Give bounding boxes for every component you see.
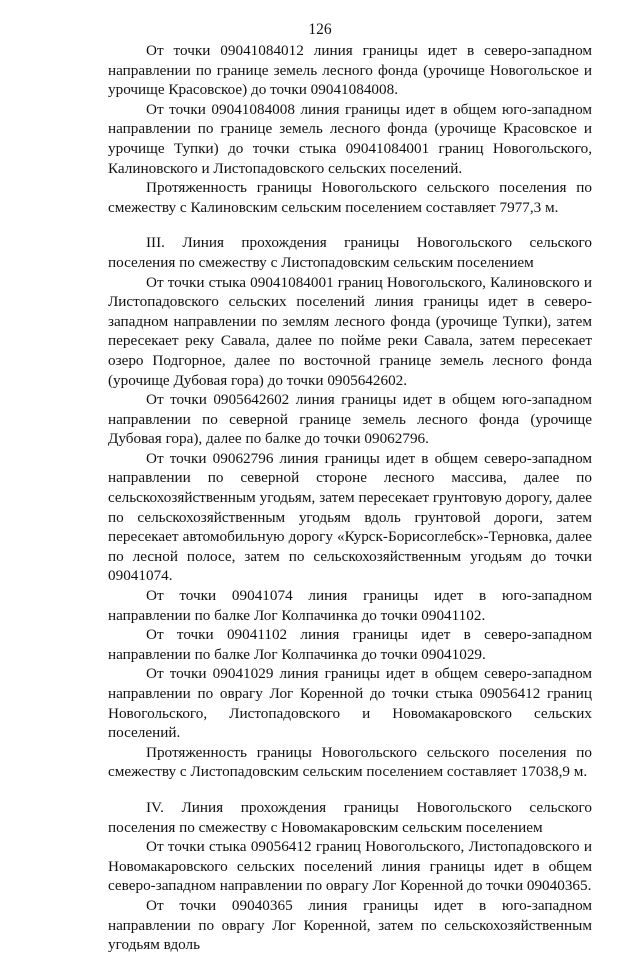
section-4-heading: IV. Линия прохождения границы Новогольского сельского поселения по смежеству с Новомакаровским сельским поселением bbox=[108, 798, 592, 836]
page-number: 126 bbox=[308, 21, 332, 38]
section-3-paragraph-1: От точки стыка 09041084001 границ Новогольского, Калиновского и Листопадовского сельских поселений линия границы идет в северо-западном направлении по землям лесного фонда (урочище Тупки), затем пересекает реку Савала, далее по пойме реки Савала, затем пересекает озеро Подгорное, далее по восточной границе земель лесного фонда (урочище Дубовая гора) до точки 0905642602. bbox=[108, 273, 592, 389]
section-3-paragraph-3: От точки 09062796 линия границы идет в общем северо-западном направлении по северной стороне лесного массива, далее по сельскохозяйственным угодьям, затем пересекает грунтовую дорогу, далее по сельскохозяйственным угодьям вдоль грунтовой дороги, затем пересекает автомобильную дорогу «Курск-Борисоглебск»-Терновка, далее по лесной полосе, затем по сельскохозяйственным угодьям до точки 09041074. bbox=[108, 449, 592, 585]
section-3-paragraph-length: Протяженность границы Новогольского сельского поселения по смежеству с Листопадовским сельским поселением составляет 17038,9 м. bbox=[108, 743, 592, 781]
paragraph-intro-1: От точки 09041084012 линия границы идет в северо-западном направлении по границе земель лесного фонда (урочище Новогольское и урочище Красовское) до точки 09041084008. bbox=[108, 42, 592, 99]
section-3-paragraph-4: От точки 09041074 линия границы идет в юго-западном направлении по балке Лог Колпачинка до точки 09041102. bbox=[108, 587, 592, 624]
section-3-paragraph-6: От точки 09041029 линия границы идет в общем северо-западном направлении по оврагу Лог Коренной до точки стыка 09056412 границ Новогольского, Листопадовского и Новомакаровского сельских поселений. bbox=[108, 665, 592, 742]
section-4-paragraph-1: От точки стыка 09056412 границ Новогольского, Листопадовского и Новомакаровского сельских поселений линия границы идет в общем северо-западном направлении по оврагу Лог Коренной до точки 09040365. bbox=[108, 838, 592, 895]
section-3-heading: III. Линия прохождения границы Новогольского сельского поселения по смежеству с Листопадовским сельским поселением bbox=[108, 234, 592, 271]
paragraph-intro-2: От точки 09041084008 линия границы идет в общем юго-западном направлении по границе земель лесного фонда (урочище Красовское и урочище Тупки) до точки стыка 09041084001 границ Новогольского, Калиновского и Листопадовского сельских поселений. bbox=[108, 100, 592, 177]
paragraph-intro-length: Протяженность границы Новогольского сельского поселения по смежеству с Калиновским сельским поселением составляет 7977,3 м. bbox=[108, 179, 592, 216]
section-3-paragraph-2: От точки 0905642602 линия границы идет в общем юго-западном направлении по северной границе земель лесного фонда (урочище Дубовая гора), далее по балке до точки 09062796. bbox=[108, 391, 592, 448]
section-3-paragraph-5: От точки 09041102 линия границы идет в северо-западном направлении по балке Лог Колпачинка до точки 09041029. bbox=[108, 626, 592, 663]
section-4-paragraph-2: От точки 09040365 линия границы идет в юго-западном направлении по оврагу Лог Коренной, затем по сельскохозяйственным угодьям вдоль bbox=[108, 896, 592, 954]
document-body bbox=[108, 41, 592, 955]
